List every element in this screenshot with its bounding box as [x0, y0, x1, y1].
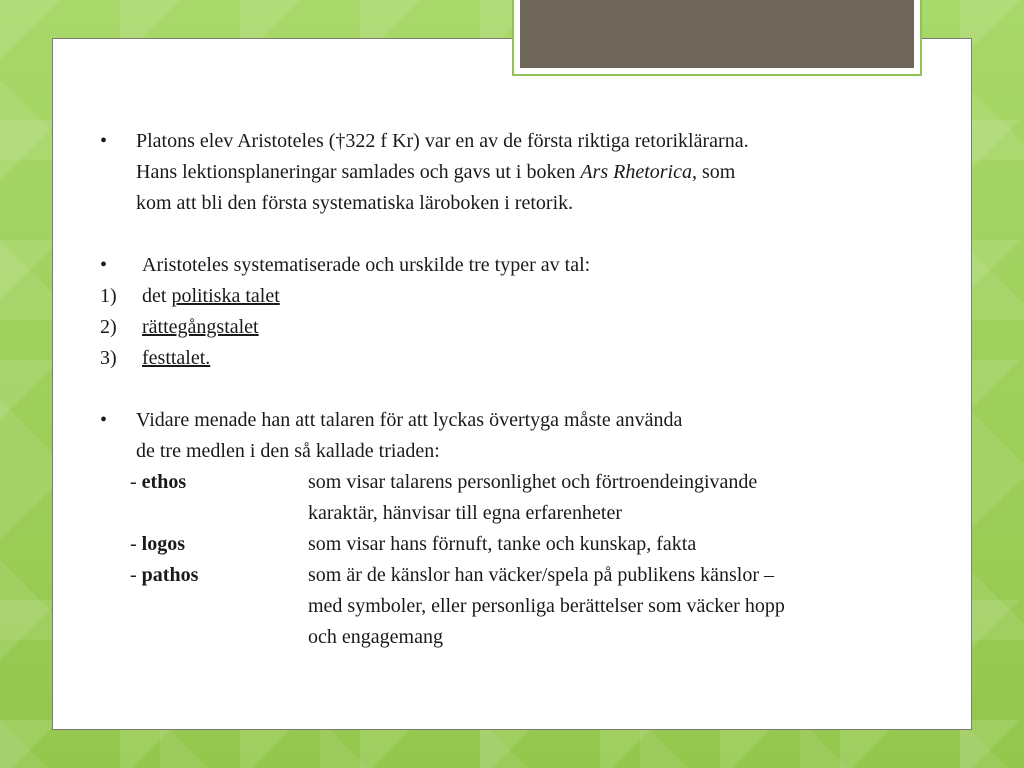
type-link-festtalet[interactable]: festtalet. [142, 347, 211, 369]
bullet-icon: • [100, 409, 108, 431]
type-item-1: 1) det politiska talet [100, 285, 280, 307]
intro-line-1: • Platons elev Aristoteles (†322 f Kr) var en av de första riktiga retoriklärarna. [100, 126, 940, 157]
term-logos: - logos som visar hans förnuft, tanke och kunskap, fakta [130, 533, 697, 555]
bullet-icon: • [100, 130, 108, 152]
type-item-3: 3) festtalet. [100, 347, 211, 369]
title-frame [512, 0, 922, 76]
slide-content [100, 126, 940, 653]
types-heading: • Aristoteles systematiserade och urskilde tre typer av tal: [100, 250, 940, 281]
term-pathos-cont-1: med symboler, eller personliga berättelser som väcker hopp [308, 595, 785, 617]
type-link-politiska[interactable]: politiska talet [171, 285, 280, 307]
term-pathos-cont-2: och engagemang [308, 626, 443, 648]
book-title: Ars Rhetorica [580, 161, 692, 183]
intro-line-2: Hans lektionsplaneringar samlades och gavs ut i boken Ars Rhetorica, som [136, 161, 736, 183]
term-ethos-cont: karaktär, hänvisar till egna erfarenheter [308, 502, 623, 524]
title-placeholder [520, 0, 914, 68]
type-item-2: 2) rättegångstalet [100, 316, 259, 338]
triad-line-2: de tre medlen i den så kallade triaden: [136, 440, 440, 462]
intro-line-3: kom att bli den första systematiska läroboken i retorik. [136, 192, 574, 214]
triad-line-1: • Vidare menade han att talaren för att lyckas övertyga måste använda [100, 405, 940, 436]
bullet-icon: • [100, 254, 108, 276]
term-ethos: - ethos som visar talarens personlighet och förtroendeingivande [130, 471, 758, 493]
type-link-rattegang[interactable]: rättegångstalet [142, 316, 259, 338]
term-pathos: - pathos som är de känslor han väcker/spela på publikens känslor – [130, 564, 774, 586]
